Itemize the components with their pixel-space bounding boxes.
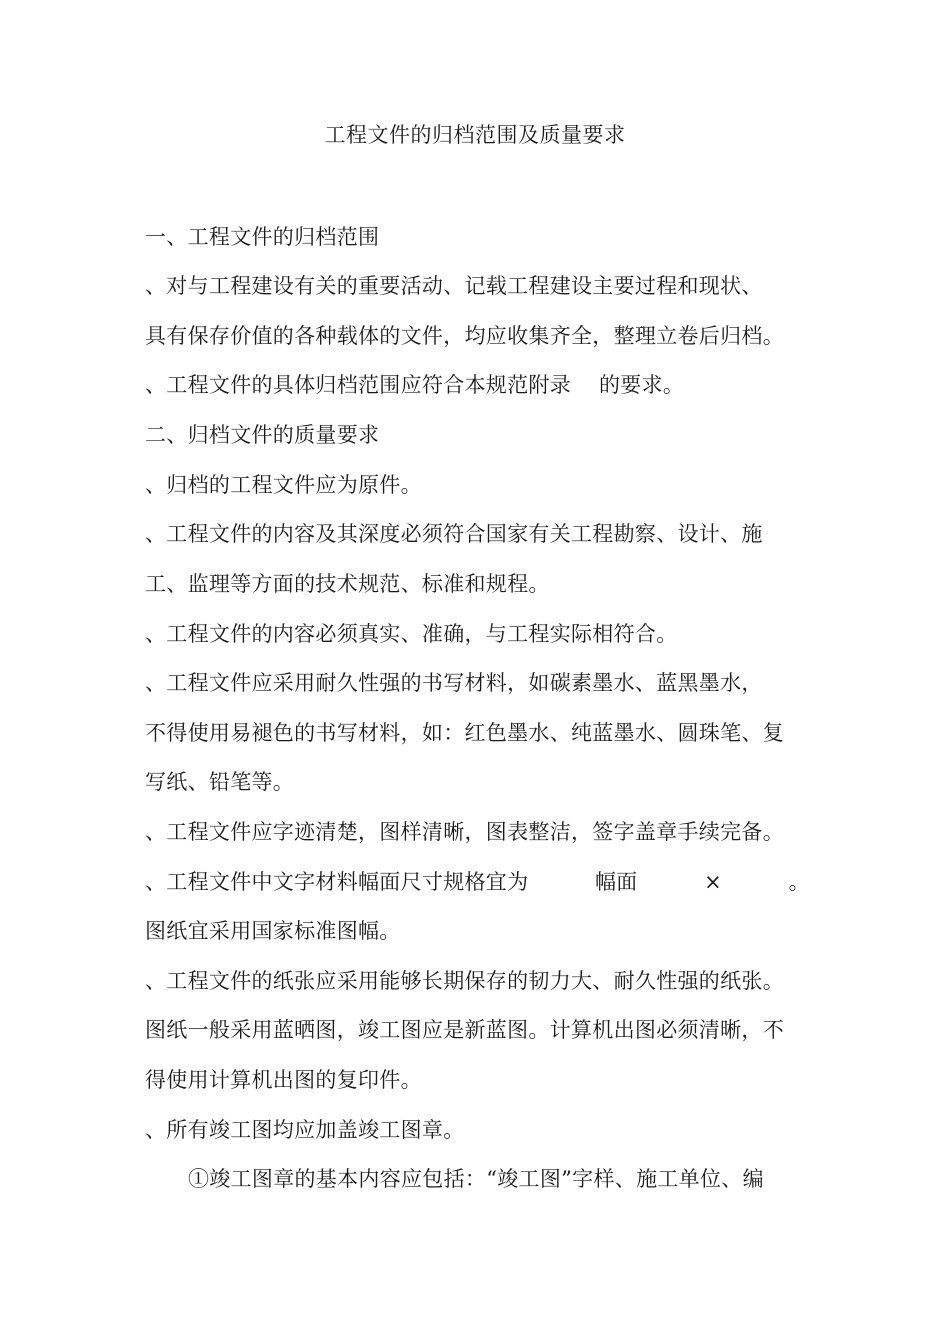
section2-item4-line2: 不得使用易褪色的书写材料，如：红色墨水、纯蓝墨水、圆珠笔、复 — [145, 721, 784, 745]
section1-item1-line2: 具有保存价值的各种载体的文件，均应收集齐全，整理立卷后归档。 — [145, 324, 784, 348]
section2-item6-part2: 幅面 — [594, 870, 638, 894]
section2-heading: 二、归档文件的质量要求 — [145, 423, 380, 447]
section2-item5: 、工程文件应字迹清楚，图样清晰，图表整洁，签字盖章手续完备。 — [145, 820, 784, 844]
section2-item7-line2: 图纸一般采用蓝晒图，竣工图应是新蓝图。计算机出图必须清晰，不 — [145, 1018, 784, 1042]
section2-item6-line2: 图纸宜采用国家标准图幅。 — [145, 919, 401, 943]
section1-heading: 一、工程文件的归档范围 — [145, 225, 380, 249]
section2-item6-line1 — [145, 867, 810, 897]
section2-item8: 、所有竣工图均应加盖竣工图章。 — [145, 1118, 465, 1142]
section2-item4-line1: 、工程文件应采用耐久性强的书写材料，如碳素墨水、蓝黑墨水， — [145, 671, 763, 695]
section2-item2-line2: 工、监理等方面的技术规范、标准和规程。 — [145, 572, 550, 596]
section2-item6-part1: 、工程文件中文字材料幅面尺寸规格宜为 — [145, 870, 529, 894]
section2-item3: 、工程文件的内容必须真实、准确，与工程实际相符合。 — [145, 622, 678, 646]
section2-item2-line1: 、工程文件的内容及其深度必须符合国家有关工程勘察、设计、施 — [145, 522, 763, 546]
section2-item7-line3: 得使用计算机出图的复印件。 — [145, 1068, 422, 1092]
document-title: 工程文件的归档范围及质量要求 — [324, 123, 626, 147]
section2-item1: 、归档的工程文件应为原件。 — [145, 473, 422, 497]
section2-item7-line1: 、工程文件的纸张应采用能够长期保存的韧力大、耐久性强的纸张。 — [145, 969, 784, 993]
section1-item2 — [145, 370, 810, 400]
section1-item2-part2: 的要求。 — [599, 373, 685, 397]
section1-item1-line1: 、对与工程建设有关的重要活动、记载工程建设主要过程和现状、 — [145, 274, 763, 298]
section2-item8-sub1: ①竣工图章的基本内容应包括：“竣工图”字样、施工单位、编 — [188, 1167, 764, 1191]
section2-item6-part3: × — [704, 870, 723, 894]
section2-item4-line3: 写纸、铅笔等。 — [145, 770, 295, 794]
section1-item2-part1: 、工程文件的具体归档范围应符合本规范附录 — [145, 373, 571, 397]
section2-item6-part4: 。 — [788, 870, 810, 894]
